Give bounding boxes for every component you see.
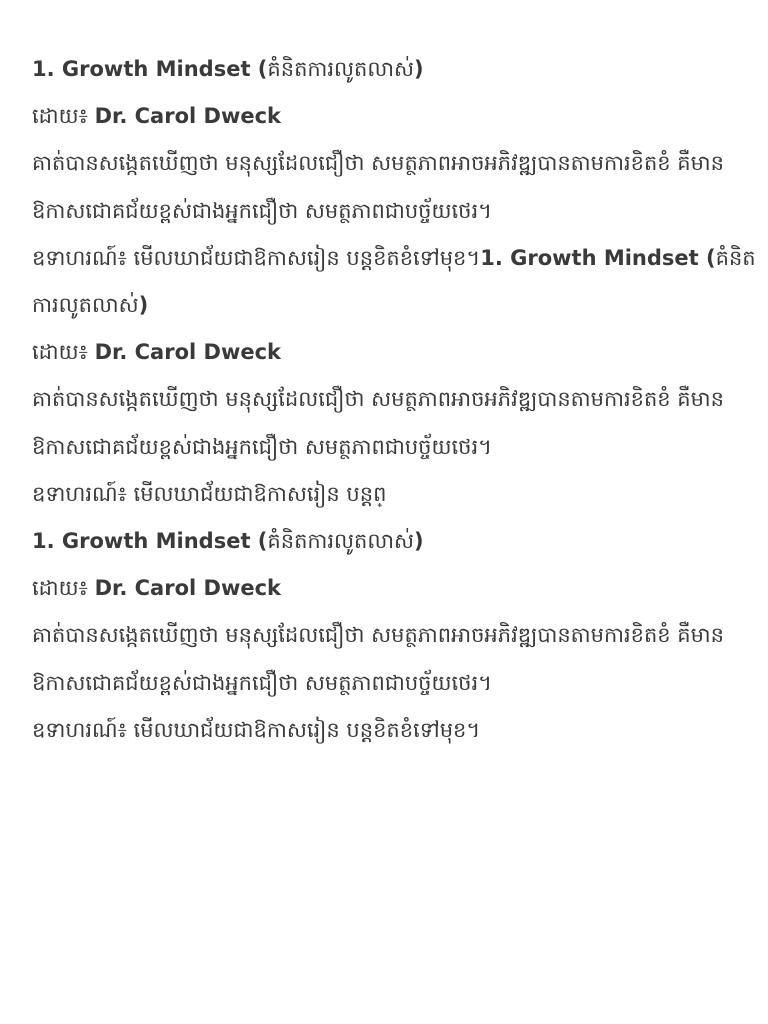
author-line — [32, 565, 732, 612]
inline-title-khmer: គំនិត — [715, 245, 756, 270]
title-khmer: គំនិតការលូតលាស់ — [267, 57, 415, 81]
title-wrap-khmer: ការលូតលាស់ — [32, 293, 139, 318]
author-label: ដោយ៖ — [32, 104, 95, 129]
title-wrap-paren-close: ) — [138, 293, 149, 318]
title-heading: 1. Growth Mindset — [32, 57, 251, 81]
body-line: ឱកាសជោគជ័យខ្ពស់ជាងអ្នកជឿថា សមត្ថភាពជាបច្ច័យថេរ។ — [32, 670, 493, 695]
author-name: Dr. Carol Dweck — [94, 340, 282, 365]
body-line: គាត់បានសង្កេតឃើញថា មនុស្សដែលជឿថា សមត្ថភាពអាចអភិវឌ្ឍបានតាមការខិតខំ គឺមាន — [32, 387, 724, 412]
author-name: Dr. Carol Dweck — [94, 104, 282, 129]
example-line — [32, 235, 756, 282]
title-wrap-line — [32, 282, 732, 329]
title-khmer: គំនិតការលូតលាស់ — [267, 529, 415, 554]
title-paren-open: ( — [250, 529, 268, 554]
body-line: គាត់បានសង្កេតឃើញថា មនុស្សដែលជឿថា សមត្ថភាពអាចអភិវឌ្ឍបានតាមការខិតខំ គឺមាន — [32, 151, 724, 176]
section-title — [32, 46, 732, 93]
body-line: គាត់បានសង្កេតឃើញថា មនុស្សដែលជឿថា សមត្ថភាពអាចអភិវឌ្ឍបានតាមការខិតខំ គឺមាន — [32, 623, 724, 648]
body-line: ឱកាសជោគជ័យខ្ពស់ជាងអ្នកជឿថា សមត្ថភាពជាបច្ច័យថេរ។ — [32, 434, 493, 459]
body-line: ឱកាសជោគជ័យខ្ពស់ជាងអ្នកជឿថា សមត្ថភាពជាបច្ច័យថេរ។ — [32, 198, 493, 223]
author-name: Dr. Carol Dweck — [94, 576, 282, 601]
example-line: ឧទាហរណ៍៖ មើលឃាជ័យជាឱកាសរៀន បន្តព្ — [32, 481, 387, 506]
inline-title-heading: 1. Growth Mindset — [480, 245, 699, 270]
section-title — [32, 518, 732, 565]
title-paren-close: ) — [414, 529, 424, 554]
author-label: ដោយ៖ — [32, 576, 95, 601]
example-text: ឧទាហរណ៍៖ មើលឃាជ័យជាឱកាសរៀន បន្តខិតខំទៅមុខ។ — [32, 245, 481, 270]
author-line — [32, 329, 732, 376]
title-paren-open: ( — [250, 57, 268, 81]
title-heading: 1. Growth Mindset — [32, 529, 251, 554]
author-line — [32, 93, 732, 140]
title-paren-close: ) — [414, 57, 424, 81]
author-label: ដោយ៖ — [32, 340, 95, 365]
inline-title-paren-open: ( — [698, 245, 716, 270]
document-body — [32, 46, 756, 754]
example-line: ឧទាហរណ៍៖ មើលឃាជ័យជាឱកាសរៀន បន្តខិតខំទៅមុខ។ — [32, 717, 481, 742]
